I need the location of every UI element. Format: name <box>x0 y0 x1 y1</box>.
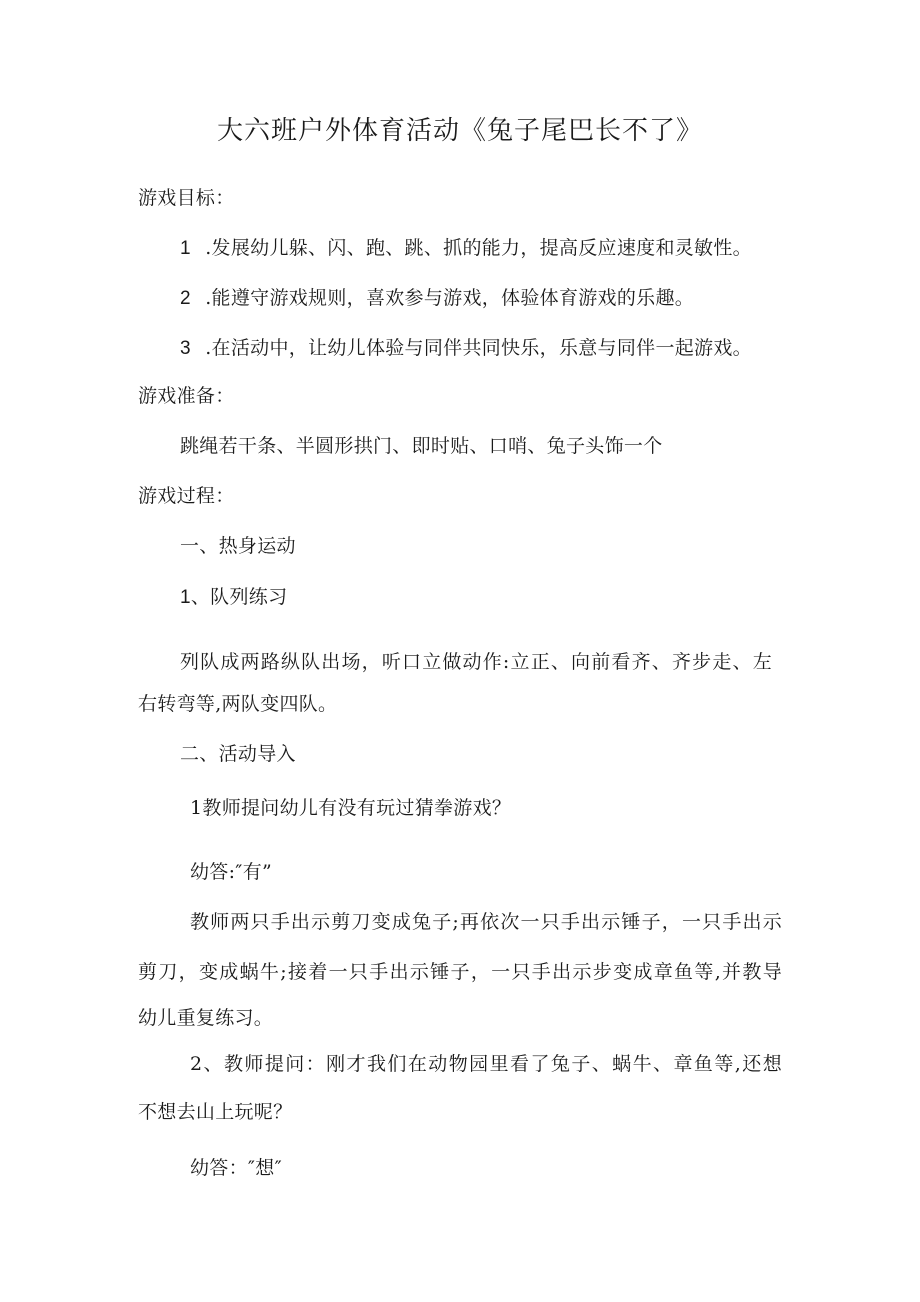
part2-answer-2: 幼答：″想″ <box>190 1157 282 1179</box>
part1-paragraph-line-2: 右转弯等,两队变四队。 <box>138 693 338 715</box>
goal-item-3-text: .在活动中，让幼儿体验与同伴共同快乐，乐意与同伴一起游戏。 <box>205 337 752 359</box>
part2-question-1: 1教师提问幼儿有没有玩过猜拳游戏？ <box>190 797 512 819</box>
part1-heading: 一、热身运动 <box>180 535 296 557</box>
part1-paragraph-line-1: 列队成两路纵队出场，听口立做动作:立正、向前看齐、齐步走、左 <box>180 651 772 673</box>
page-title: 大六班户外体育活动《兔子尾巴长不了》 <box>216 116 703 146</box>
goal-item-3 <box>180 336 752 361</box>
part2-question-2-line-1: 2、教师提问：刚才我们在动物园里看了兔子、蜗牛、章鱼等,还想 <box>190 1053 782 1075</box>
prep-text: 跳绳若干条、半圆形拱门、即时贴、口哨、兔子头饰一个 <box>180 435 663 457</box>
goal-item-2 <box>180 286 694 311</box>
part2-paragraph-line-2: 剪刀，变成蜗牛;接着一只手出示锤子，一只手出示步变成章鱼等,并教导 <box>138 961 782 983</box>
process-heading: 游戏过程： <box>138 485 235 507</box>
part2-paragraph-line-3: 幼儿重复练习。 <box>138 1007 274 1029</box>
part1-sub1: 1、队列练习 <box>180 587 288 608</box>
part2-heading: 二、活动导入 <box>180 743 296 765</box>
prep-heading: 游戏准备： <box>138 385 235 407</box>
part2-answer-1: 幼答:″有” <box>190 861 273 883</box>
goal-item-2-number: 2 <box>180 288 191 309</box>
goal-item-1-number: 1 <box>180 238 191 259</box>
goal-item-1-text: .发展幼儿躲、闪、跑、跳、抓的能力，提高反应速度和灵敏性。 <box>205 237 752 259</box>
goal-item-2-text: .能遵守游戏规则，喜欢参与游戏，体验体育游戏的乐趣。 <box>205 287 695 309</box>
part2-paragraph-line-1: 教师两只手出示剪刀变成兔子;再依次一只手出示锤子，一只手出示 <box>190 911 782 933</box>
part2-question-2-line-2: 不想去山上玩呢？ <box>138 1101 293 1123</box>
goals-heading: 游戏目标： <box>138 187 235 209</box>
goal-item-1 <box>180 236 752 261</box>
goal-item-3-number: 3 <box>180 338 191 359</box>
